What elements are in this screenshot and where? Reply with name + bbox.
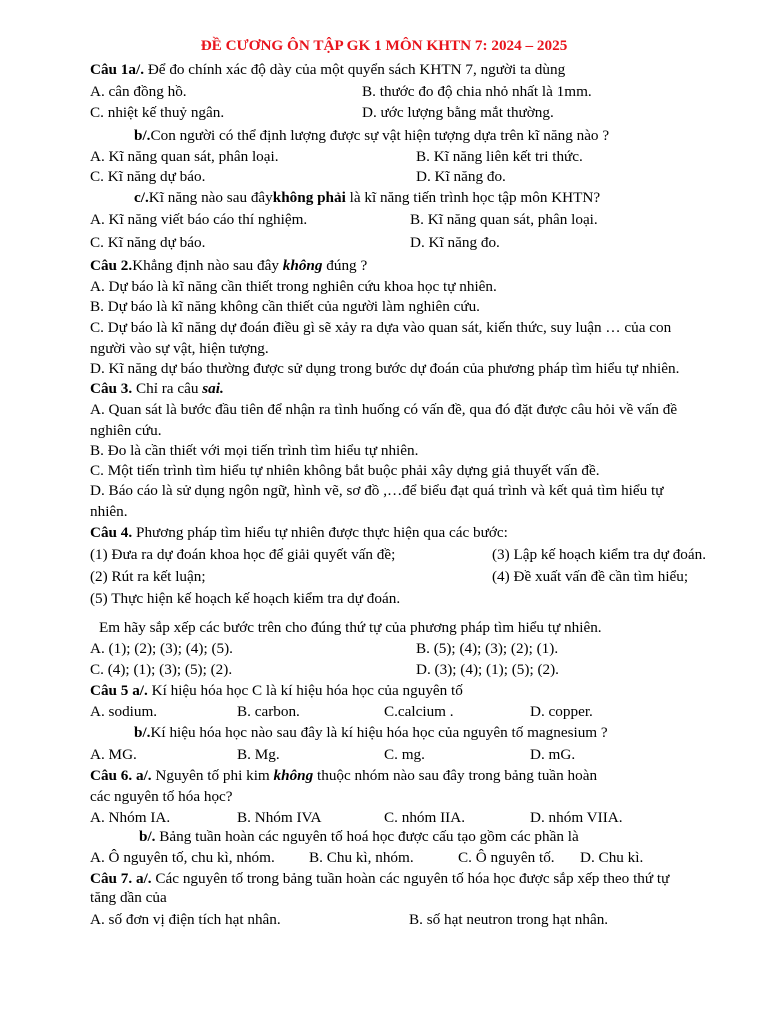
option-b: B. Chu kì, nhóm. bbox=[309, 849, 414, 866]
option-c: C. mg. bbox=[384, 746, 425, 763]
option-b: B. Kĩ năng liên kết tri thức. bbox=[416, 148, 583, 165]
question-text: Bảng tuần hoàn các nguyên tố hoá học được cấu tạo gồm các phần là bbox=[155, 828, 579, 845]
question-6a bbox=[90, 767, 597, 785]
option-d: D. ước lượng bằng mắt thường. bbox=[362, 104, 554, 121]
emphasis-text: không bbox=[282, 257, 323, 274]
question-label: b/. bbox=[134, 127, 151, 144]
question-6b bbox=[139, 828, 579, 846]
option-a: A. Quan sát là bước đầu tiên để nhận ra tình huống có vấn đề, qua đó đặt được câu hỏi về vấn đề bbox=[90, 401, 678, 418]
question-7a-continued: tăng dần của bbox=[90, 889, 167, 906]
option-d: D. nhóm VIIA. bbox=[530, 809, 623, 826]
option-a: A. (1); (2); (3); (4); (5). bbox=[90, 640, 233, 657]
option-c: C. Dự báo là kĩ năng dự đoán điều gì sẽ xảy ra dựa vào quan sát, kiến thức, suy luận … của con bbox=[90, 319, 672, 336]
option-b: B. carbon. bbox=[237, 703, 300, 720]
option-d: D. Kĩ năng đo. bbox=[416, 168, 506, 185]
option-a: A. Ô nguyên tố, chu kì, nhóm. bbox=[90, 849, 275, 866]
option-b: B. Đo là cần thiết với mọi tiến trình tìm hiểu tự nhiên. bbox=[90, 442, 419, 459]
question-label: Câu 2. bbox=[90, 257, 133, 274]
emphasis-text: sai. bbox=[202, 380, 224, 397]
question-6a-continued: các nguyên tố hóa học? bbox=[90, 788, 233, 805]
option-b: B. Kĩ năng quan sát, phân loại. bbox=[410, 211, 598, 228]
question-text: Kí hiệu hóa học nào sau đây là kí hiệu hóa học của nguyên tố magnesium ? bbox=[150, 724, 608, 741]
option-d: D. copper. bbox=[530, 703, 593, 720]
question-label: Câu 7. a/. bbox=[90, 870, 152, 887]
option-d-continued: nhiên. bbox=[90, 503, 128, 520]
step-1: (1) Đưa ra dự đoán khoa học để giải quyết vấn đề; bbox=[90, 546, 396, 563]
option-a: A. MG. bbox=[90, 746, 137, 763]
question-label: Câu 5 a/. bbox=[90, 682, 148, 699]
option-b: B. số hạt neutron trong hạt nhân. bbox=[409, 911, 609, 928]
question-5a bbox=[90, 682, 463, 700]
question-text: Chỉ ra câu bbox=[132, 380, 203, 397]
option-b: B. Mg. bbox=[237, 746, 280, 763]
page-title: ĐỀ CƯƠNG ÔN TẬP GK 1 MÔN KHTN 7: 2024 – 2025 bbox=[200, 37, 568, 54]
option-c: C. nhóm IIA. bbox=[384, 809, 465, 826]
question-label: b/. bbox=[134, 724, 151, 741]
question-text: Kĩ năng nào sau đây bbox=[148, 189, 273, 206]
question-text: Con người có thể định lượng được sự vật hiện tượng dựa trên kĩ năng nào ? bbox=[150, 127, 610, 144]
question-label: Câu 3. bbox=[90, 380, 133, 397]
option-b: B. (5); (4); (3); (2); (1). bbox=[416, 640, 559, 657]
question-text: Khẳng định nào sau đây bbox=[132, 257, 283, 274]
emphasis-text: không bbox=[273, 767, 314, 784]
option-d: D. Kĩ năng dự báo thường được sử dụng trong bước dự đoán của phương pháp tìm hiểu tự nhiên. bbox=[90, 360, 680, 377]
step-5: (5) Thực hiện kế hoạch kế hoạch kiểm tra dự đoán. bbox=[90, 590, 401, 607]
question-1a bbox=[90, 61, 565, 79]
question-label: b/. bbox=[139, 828, 156, 845]
option-d: D. Kĩ năng đo. bbox=[410, 234, 500, 251]
question-1b bbox=[134, 127, 609, 145]
option-b: B. thước đo độ chia nhỏ nhất là 1mm. bbox=[362, 83, 592, 100]
question-text-end: thuộc nhóm nào sau đây trong bảng tuần hoàn bbox=[313, 767, 598, 784]
question-7a bbox=[90, 870, 669, 888]
question-label: Câu 6. a/. bbox=[90, 767, 152, 784]
question-3 bbox=[90, 380, 224, 398]
question-5b bbox=[134, 724, 608, 742]
question-label: c/. bbox=[134, 189, 149, 206]
option-c: C. Kĩ năng dự báo. bbox=[90, 168, 206, 185]
option-c: C.calcium . bbox=[384, 703, 454, 720]
option-b: B. Dự báo là kĩ năng không cần thiết của người làm nghiên cứu. bbox=[90, 298, 480, 315]
option-c: C. nhiệt kế thuỷ ngân. bbox=[90, 104, 225, 121]
question-text-end: là kĩ năng tiến trình học tập môn KHTN? bbox=[345, 189, 601, 206]
option-d: D. Báo cáo là sử dụng ngôn ngữ, hình vẽ, sơ đồ ,…để biểu đạt quá trình và kết quả tìm hiểu tự bbox=[90, 482, 664, 499]
question-text: Các nguyên tố trong bảng tuần hoàn các nguyên tố hóa học được sắp xếp theo thứ tự bbox=[151, 870, 670, 887]
option-a: A. Kĩ năng quan sát, phân loại. bbox=[90, 148, 279, 165]
question-1c bbox=[134, 189, 600, 207]
question-text: Nguyên tố phi kim bbox=[151, 767, 274, 784]
option-a: A. sodium. bbox=[90, 703, 158, 720]
question-text-end: đúng ? bbox=[322, 257, 368, 274]
option-d: D. Chu kì. bbox=[580, 849, 644, 866]
option-c: C. Ô nguyên tố. bbox=[458, 849, 555, 866]
option-a: A. Nhóm IA. bbox=[90, 809, 171, 826]
option-c: C. Kĩ năng dự báo. bbox=[90, 234, 206, 251]
question-text: Phương pháp tìm hiểu tự nhiên được thực hiện qua các bước: bbox=[132, 524, 508, 541]
option-a-continued: nghiên cứu. bbox=[90, 422, 162, 439]
question-4 bbox=[90, 524, 508, 542]
option-a: A. cân đồng hồ. bbox=[90, 83, 187, 100]
step-3: (3) Lập kế hoạch kiểm tra dự đoán. bbox=[492, 546, 707, 563]
option-c: C. (4); (1); (3); (5); (2). bbox=[90, 661, 233, 678]
question-2 bbox=[90, 257, 367, 275]
option-a: A. Dự báo là kĩ năng cần thiết trong nghiên cứu khoa học tự nhiên. bbox=[90, 278, 497, 295]
option-a: A. số đơn vị điện tích hạt nhân. bbox=[90, 911, 281, 928]
question-text: Để đo chính xác độ dày của một quyển sách KHTN 7, người ta dùng bbox=[144, 61, 566, 78]
option-b: B. Nhóm IVA bbox=[237, 809, 322, 826]
question-label: Câu 4. bbox=[90, 524, 133, 541]
step-2: (2) Rút ra kết luận; bbox=[90, 568, 206, 585]
emphasis-text: không phải bbox=[272, 189, 346, 206]
option-c-continued: người vào sự vật, hiện tượng. bbox=[90, 340, 269, 357]
option-a: A. Kĩ năng viết báo cáo thí nghiệm. bbox=[90, 211, 308, 228]
option-d: D. (3); (4); (1); (5); (2). bbox=[416, 661, 559, 678]
question-prompt: Em hãy sắp xếp các bước trên cho đúng thứ tự của phương pháp tìm hiểu tự nhiên. bbox=[99, 619, 602, 636]
option-d: D. mG. bbox=[530, 746, 576, 763]
question-text: Kí hiệu hóa học C là kí hiệu hóa học của nguyên tố bbox=[147, 682, 463, 699]
step-4: (4) Đề xuất vấn đề cần tìm hiểu; bbox=[492, 568, 689, 585]
option-c: C. Một tiến trình tìm hiểu tự nhiên không bắt buộc phải xây dựng giả thuyết vấn đề. bbox=[90, 462, 600, 479]
question-label: Câu 1a/. bbox=[90, 61, 145, 78]
